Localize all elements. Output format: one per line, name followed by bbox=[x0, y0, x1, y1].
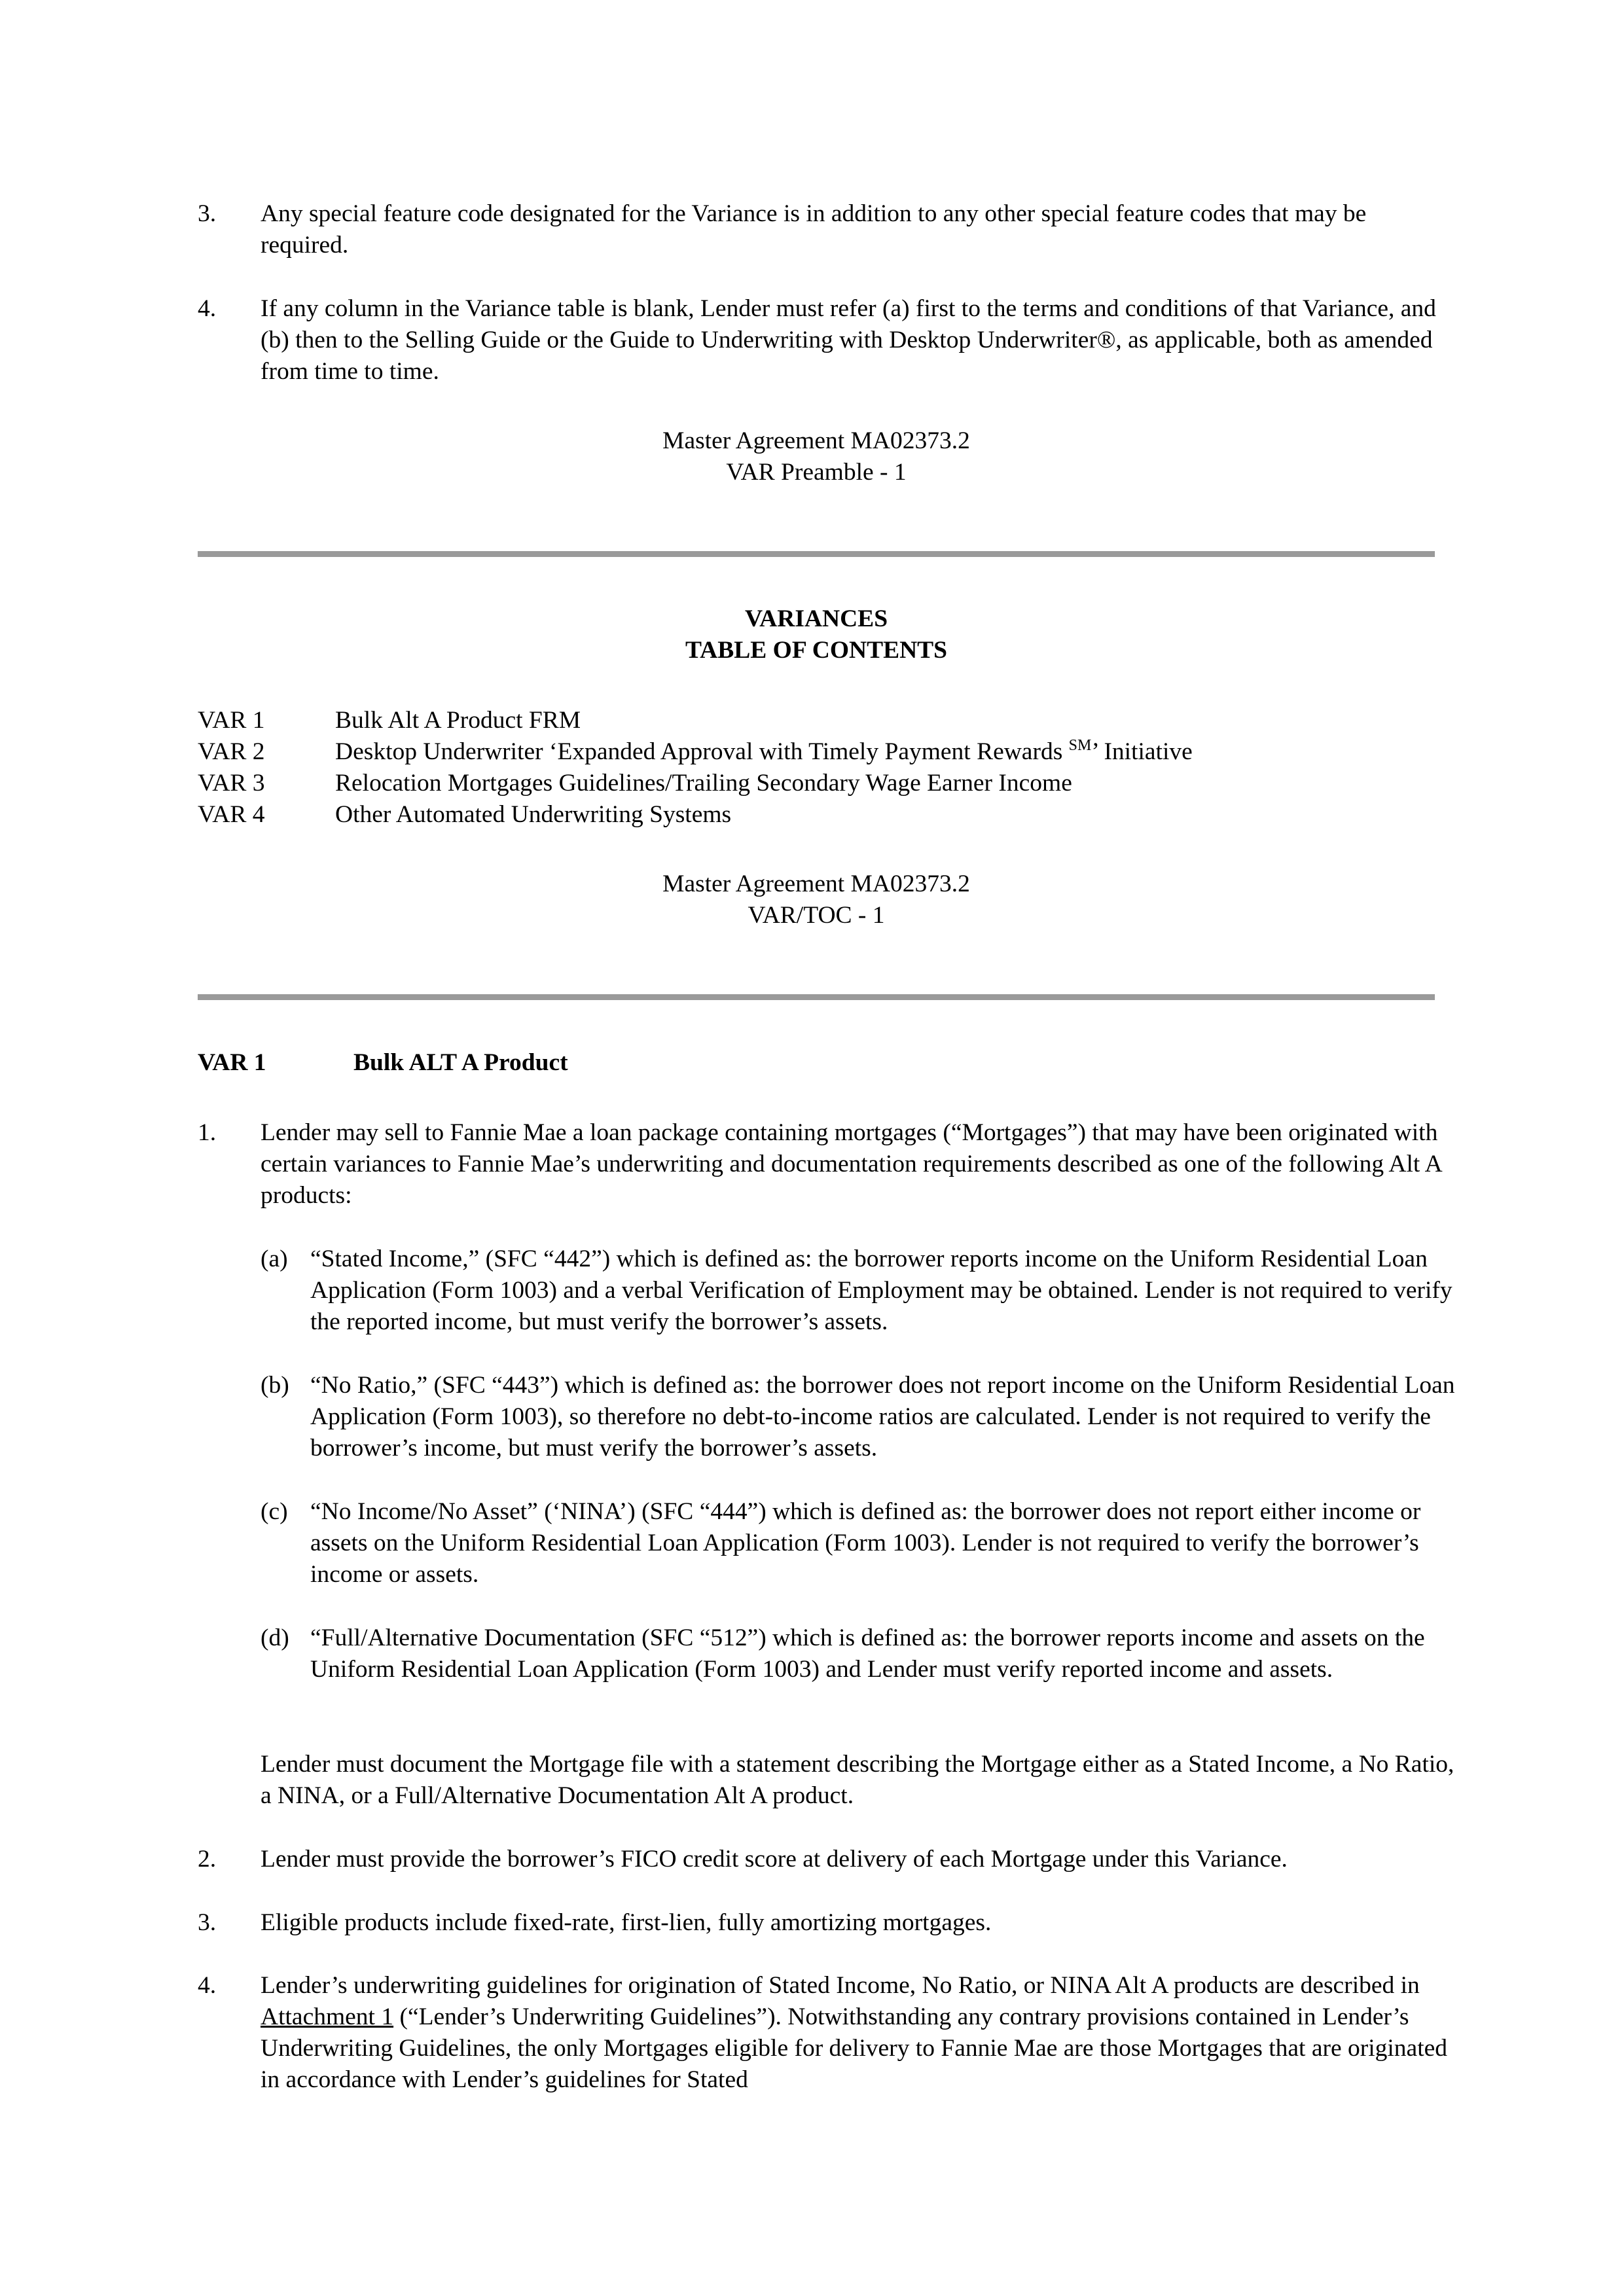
var1-subitem-text: “No Income/No Asset” (‘NINA’) (SFC “444”) which is defined as: the borrower does not report either income or assets on the Uniform Residential Loan Application (Form 1003). Lender is not required to verify the borrower’s income or assets. bbox=[310, 1498, 1421, 1588]
var1-item-2-text: Lender must provide the borrower’s FICO credit score at delivery of each Mortgage under this Variance. bbox=[261, 1846, 1288, 1873]
service-mark-superscript: SM bbox=[1068, 737, 1092, 754]
var1-item-1-number: 1. bbox=[198, 1119, 217, 1146]
preamble-footer-agreement: Master Agreement MA02373.2 bbox=[662, 427, 970, 454]
preamble-footer-page: VAR Preamble - 1 bbox=[726, 459, 907, 486]
var1-title: Bulk ALT A Product bbox=[353, 1049, 568, 1076]
toc-footer-agreement: Master Agreement MA02373.2 bbox=[662, 870, 970, 897]
toc-entry-title bbox=[335, 736, 1193, 768]
var1-code: VAR 1 bbox=[198, 1049, 266, 1076]
var1-item-2-number: 2. bbox=[198, 1846, 217, 1873]
toc-entry-title: Relocation Mortgages Guidelines/Trailing Secondary Wage Earner Income bbox=[335, 770, 1072, 797]
var1-subitem-label: (c) bbox=[261, 1498, 288, 1525]
var1-item-1-closing: Lender must document the Mortgage file with a statement describing the Mortgage either as a Stated Income, a No Ratio, a NINA, or a Full/Alternative Documentation Alt A product. bbox=[261, 1751, 1454, 1809]
var1-item-4-text-part: (“Lender’s Underwriting Guidelines”). Notwithstanding any contrary provisions contained in Lender’s Underwriting Guidelines, the only Mortgages eligible for delivery to Fannie Mae are those Mortgages that are originated in accordance with Lender’s guidelines for Stated bbox=[261, 2003, 1448, 2093]
var1-item-3-number: 3. bbox=[198, 1909, 217, 1936]
toc-entry-title-part: Desktop Underwriter ‘Expanded Approval with Timely Payment Rewards bbox=[335, 738, 1069, 765]
var1-subitem-text: “Stated Income,” (SFC “442”) which is defined as: the borrower reports income on the Uniform Residential Loan Application (Form 1003) and a verbal Verification of Employment may be obtained. Lender is not required to verify the reported income, but must verify the borrower’s assets. bbox=[310, 1246, 1453, 1335]
toc-entry-title: Bulk Alt A Product FRM bbox=[335, 707, 581, 734]
var1-subitem-text: “No Ratio,” (SFC “443”) which is defined as: the borrower does not report income on the Uniform Residential Loan Application (Form 1003), so therefore no debt-to-income ratios are calculated. Lender is not required to verify the borrower’s income, but must verify the borrower’s assets. bbox=[310, 1372, 1455, 1462]
var1-item-4-text bbox=[261, 1970, 1458, 2096]
var1-item-4-number: 4. bbox=[198, 1972, 217, 1999]
preamble-item-4-number: 4. bbox=[198, 295, 217, 322]
toc-entry-code: VAR 3 bbox=[198, 770, 265, 797]
toc-entry-title: Other Automated Underwriting Systems bbox=[335, 801, 732, 828]
toc-footer-page: VAR/TOC - 1 bbox=[748, 902, 885, 929]
page-divider bbox=[198, 551, 1435, 557]
toc-heading-variances: VARIANCES bbox=[744, 605, 888, 632]
toc-entry-code: VAR 4 bbox=[198, 801, 265, 828]
toc-entry-code: VAR 2 bbox=[198, 738, 265, 765]
var1-subitem-text: “Full/Alternative Documentation (SFC “512”) which is defined as: the borrower reports income and assets on the Uniform Residential Loan Application (Form 1003) and Lender must verify reported income and assets. bbox=[310, 1624, 1425, 1683]
attachment-1-link[interactable]: Attachment 1 bbox=[261, 2003, 394, 2030]
var1-subitem-label: (d) bbox=[261, 1624, 289, 1651]
var1-subitem-label: (a) bbox=[261, 1246, 288, 1272]
toc-entry-title-part: ’ Initiative bbox=[1091, 738, 1193, 765]
preamble-item-3-text: Any special feature code designated for the Variance is in addition to any other special feature codes that may be required. bbox=[261, 200, 1367, 259]
toc-heading-table-of-contents: TABLE OF CONTENTS bbox=[685, 637, 948, 664]
var1-item-3-text: Eligible products include fixed-rate, first-lien, fully amortizing mortgages. bbox=[261, 1909, 992, 1936]
var1-item-4-text-part: Lender’s underwriting guidelines for origination of Stated Income, No Ratio, or NINA Alt A products are described in bbox=[261, 1972, 1420, 1999]
var1-item-1-text: Lender may sell to Fannie Mae a loan package containing mortgages (“Mortgages”) that may have been originated with certain variances to Fannie Mae’s underwriting and documentation requirements described as one of the following Alt A products: bbox=[261, 1119, 1441, 1209]
var1-subitem-label: (b) bbox=[261, 1372, 289, 1399]
preamble-item-4-text: If any column in the Variance table is blank, Lender must refer (a) first to the terms and conditions of that Variance, and (b) then to the Selling Guide or the Guide to Underwriting with Desktop Underwriter®, as applicable, both as amended from time to time. bbox=[261, 295, 1436, 385]
page-divider bbox=[198, 994, 1435, 1000]
preamble-item-3-number: 3. bbox=[198, 200, 217, 227]
toc-entry-code: VAR 1 bbox=[198, 707, 265, 734]
